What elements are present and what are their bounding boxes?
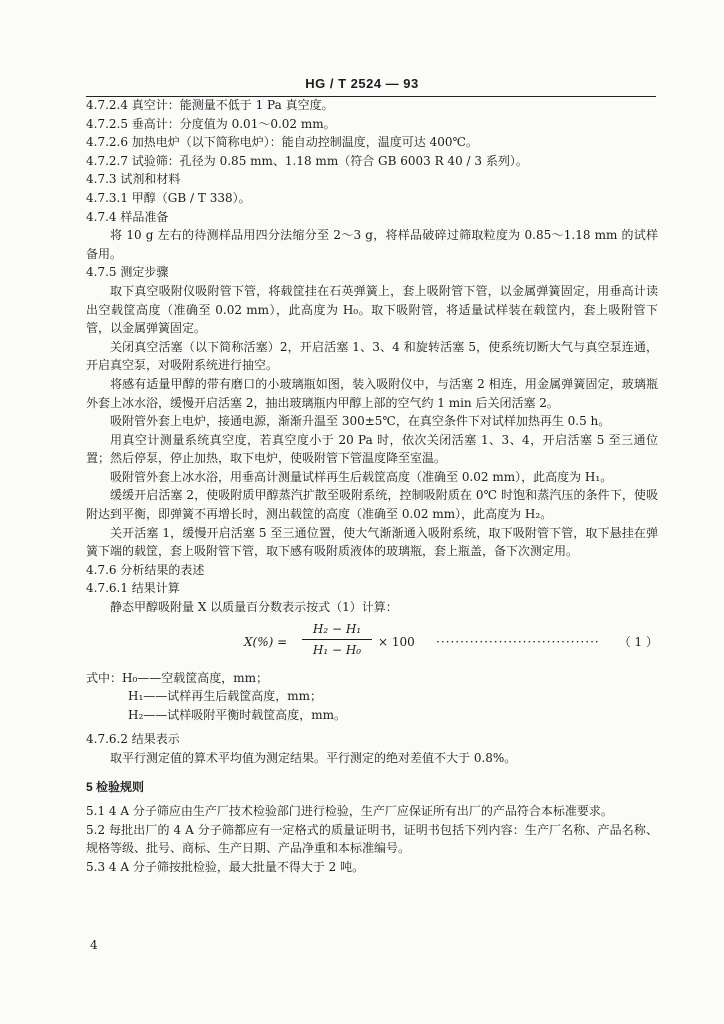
clause-4-7-6-heading: 4.7.6 分析结果的表述 — [86, 562, 205, 577]
clause-5-1: 5.1 4 A 分子筛应由生产厂技术检验部门进行检验，生产厂应保证所有出厂的产品符合本标准要求。 — [86, 804, 613, 819]
formula-multiplier: × 100 — [378, 634, 415, 649]
procedure-paragraph-2: 关闭真空活塞（以下简称活塞）2，开启活塞 1、3、4 和旋转活塞 5，使系统切断大气与真空泵连通，开启真空泵，对吸附系统进行抽空。 — [86, 339, 658, 373]
formula-fraction — [302, 620, 372, 660]
clause-4-7-5-heading: 4.7.5 测定步骤 — [86, 265, 169, 280]
section-5-heading: 5 检验规则 — [86, 779, 145, 794]
procedure-paragraph-6: 吸附管外套上冰水浴，用垂高计测量试样再生后载筐高度（准确至 0.02 mm），此高度为 H₁。 — [110, 469, 613, 484]
clause-4-7-3-1: 4.7.3.1 甲醇（GB / T 338）。 — [86, 190, 251, 205]
definitions-lead-label: 式中： — [86, 670, 123, 685]
clause-4-7-6-2-heading: 4.7.6.2 结果表示 — [86, 732, 180, 747]
equation-number: （ 1 ） — [618, 634, 658, 649]
definition-h0: H₀——空载筐高度，mm； — [122, 670, 269, 685]
clause-4-7-2-6: 4.7.2.6 加热电炉（以下简称电炉）：能自动控制温度，温度可达 400℃。 — [86, 135, 478, 150]
clause-5-2: 5.2 每批出厂的 4 A 分子筛都应有一定格式的质量证明书，证明书包括下列内容：生产厂名称、产品名称、规格等级、批号、商标、生产日期、产品净重和本标准编号。 — [86, 822, 658, 856]
clause-4-7-2-7: 4.7.2.7 试验筛：孔径为 0.85 mm、1.18 mm（符合 GB 6003 R 40 / 3 系列）。 — [86, 153, 528, 168]
formula-1 — [86, 619, 658, 667]
clause-5-3: 5.3 4 A 分子筛按批检验，最大批量不得大于 2 吨。 — [86, 859, 365, 874]
procedure-paragraph-7: 缓缓开启活塞 2，使吸附质甲醇蒸汽扩散至吸附系统，控制吸附质在 0℃ 时饱和蒸汽压的条件下，使吸附达到平衡，即弹簧不再增长时，测出载筐的高度（准确至 0.02 mm），此高度为 H₂。 — [86, 488, 658, 522]
procedure-paragraph-5: 用真空计测量系统真空度，若真空度小于 20 Pa 时，依次关闭活塞 1、3、4，开启活塞 5 至三通位置；然后停泵，停止加热，取下电炉，使吸附管下管温度降至室温。 — [86, 432, 658, 466]
clause-4-7-6-1-heading: 4.7.6.1 结果计算 — [86, 581, 180, 596]
procedure-paragraph-4: 吸附管外套上电炉，接通电源，渐渐升温至 300±5℃，在真空条件下对试样加热再生 0.5 h。 — [110, 414, 611, 429]
formula-lhs: X(%) = — [244, 634, 288, 649]
result-paragraph: 取平行测定值的算术平均值为测定结果。平行测定的绝对差值不大于 0.8%。 — [110, 751, 517, 765]
procedure-paragraph-1: 取下真空吸附仪吸附管下管，将载筐挂在石英弹簧上，套上吸附管下管，以金属弹簧固定，用垂高计读出空载筐高度（准确至 0.02 mm），此高度为 H₀。取下吸附管，将适量试样装在载筐内，套上吸附管下管，以金属弹簧固定。 — [86, 283, 658, 336]
definitions-lead — [86, 669, 658, 688]
sample-prep-paragraph: 将 10 g 左右的待测样品用四分法缩分至 2～3 g，将样品破碎过筛取粒度为 0.85～1.18 mm 的试样备用。 — [86, 228, 658, 261]
calculation-intro: 静态甲醇吸附量 X 以质量百分数表示按式（1）计算： — [110, 600, 398, 615]
clause-4-7-2-4: 4.7.2.4 真空计：能测量不低于 1 Pa 真空度。 — [86, 98, 334, 112]
definition-h1-line — [86, 687, 658, 706]
procedure-paragraph-8: 关开活塞 1，缓慢开启活塞 5 至三通位置，使大气渐渐通入吸附系统，取下吸附管下管，取下悬挂在弹簧下端的载筐，套上吸附管下管，取下感有吸附质液体的玻璃瓶，套上瓶盖，备下次测定用。 — [86, 525, 658, 559]
formula-numerator: H₂ − H₁ — [302, 620, 372, 641]
clause-4-7-4-heading: 4.7.4 样品准备 — [86, 209, 169, 224]
definition-h2: H₂——试样吸附平衡时载筐高度，mm。 — [128, 707, 347, 722]
formula-leader-dots: ·································· — [436, 634, 600, 649]
standard-header: HG / T 2524 — 93 — [305, 76, 419, 91]
procedure-paragraph-3: 将感有适量甲醇的带有磨口的小玻璃瓶如图，装入吸附仪中，与活塞 2 相连，用金属弹簧固定，玻璃瓶外套上冰水浴，缓慢开启活塞 2，抽出玻璃瓶内甲醇上部的空气约 1 min 后关闭活塞 2。 — [86, 376, 658, 410]
formula-denominator: H₁ − H₀ — [312, 643, 362, 658]
definition-h2-line — [86, 706, 658, 725]
clause-4-7-3-heading: 4.7.3 试剂和材料 — [86, 172, 181, 187]
definition-h1: H₁——试样再生后载筐高度，mm； — [128, 689, 323, 704]
page-content — [86, 96, 658, 877]
page-number: 4 — [90, 938, 98, 952]
clause-4-7-2-5: 4.7.2.5 垂高计：分度值为 0.01～0.02 mm。 — [86, 116, 336, 131]
